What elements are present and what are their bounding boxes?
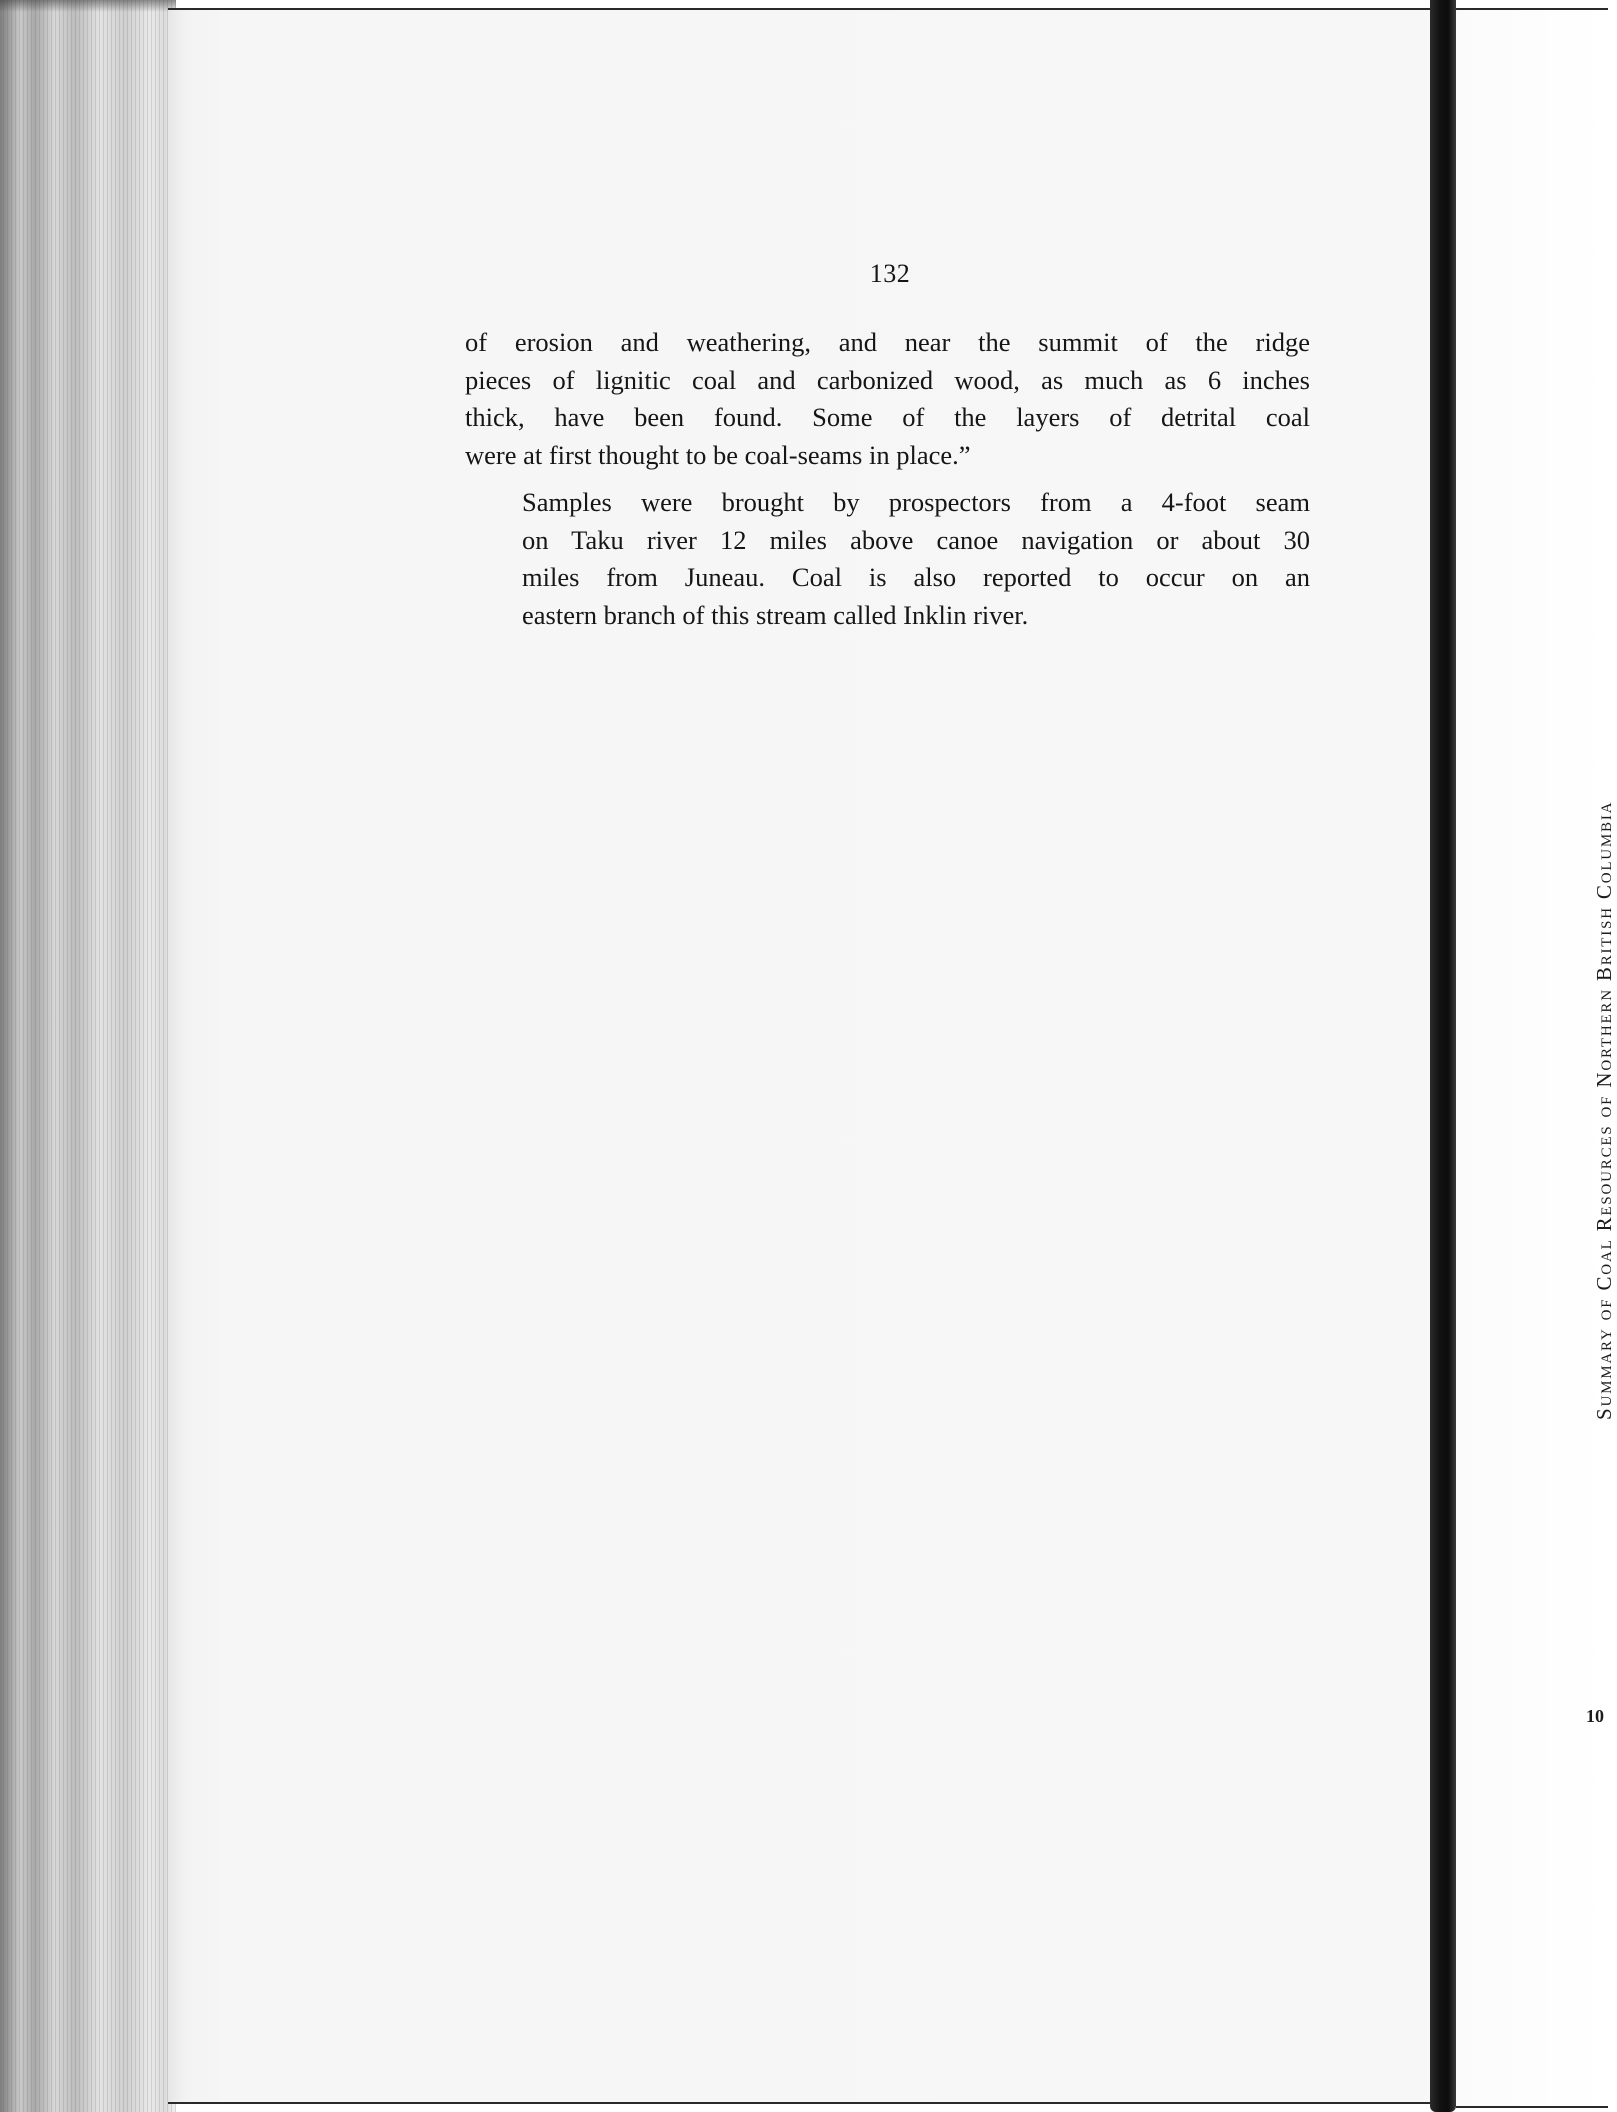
facing-page-number: 10: [1586, 1706, 1604, 1726]
text-line: thick, have been found. Some of the layers of detrital coal: [465, 402, 1310, 432]
text-line: miles from Juneau. Coal is also reported to occur on an: [522, 562, 1310, 592]
paragraph-2: [465, 484, 1310, 634]
page-stack-shadow: [0, 0, 176, 12]
facing-page-running-head: Summary of Coal Resources of Northern British Columbia: [1592, 800, 1616, 1420]
book-page: [168, 8, 1430, 2104]
facing-page-edge: [1456, 8, 1608, 2108]
text-line: were at first thought to be coal-seams in place.”: [465, 439, 971, 470]
book-page-stack-edge: [0, 0, 176, 2112]
text-line: on Taku river 12 miles above canoe navigation or about 30: [522, 524, 1310, 555]
text-line: eastern branch of this stream called Inklin river.: [522, 599, 1029, 630]
book-gutter: [1430, 0, 1456, 2112]
text-line: pieces of lignitic coal and carbonized wood, as much as 6 inches: [465, 364, 1310, 395]
text-line: of erosion and weathering, and near the summit of the ridge: [465, 327, 1310, 357]
page-body-text: [465, 324, 1310, 634]
text-line: Samples were brought by prospectors from a 4-foot seam: [522, 487, 1310, 517]
paragraph-1: [465, 324, 1310, 474]
page-number: 132: [869, 259, 911, 288]
